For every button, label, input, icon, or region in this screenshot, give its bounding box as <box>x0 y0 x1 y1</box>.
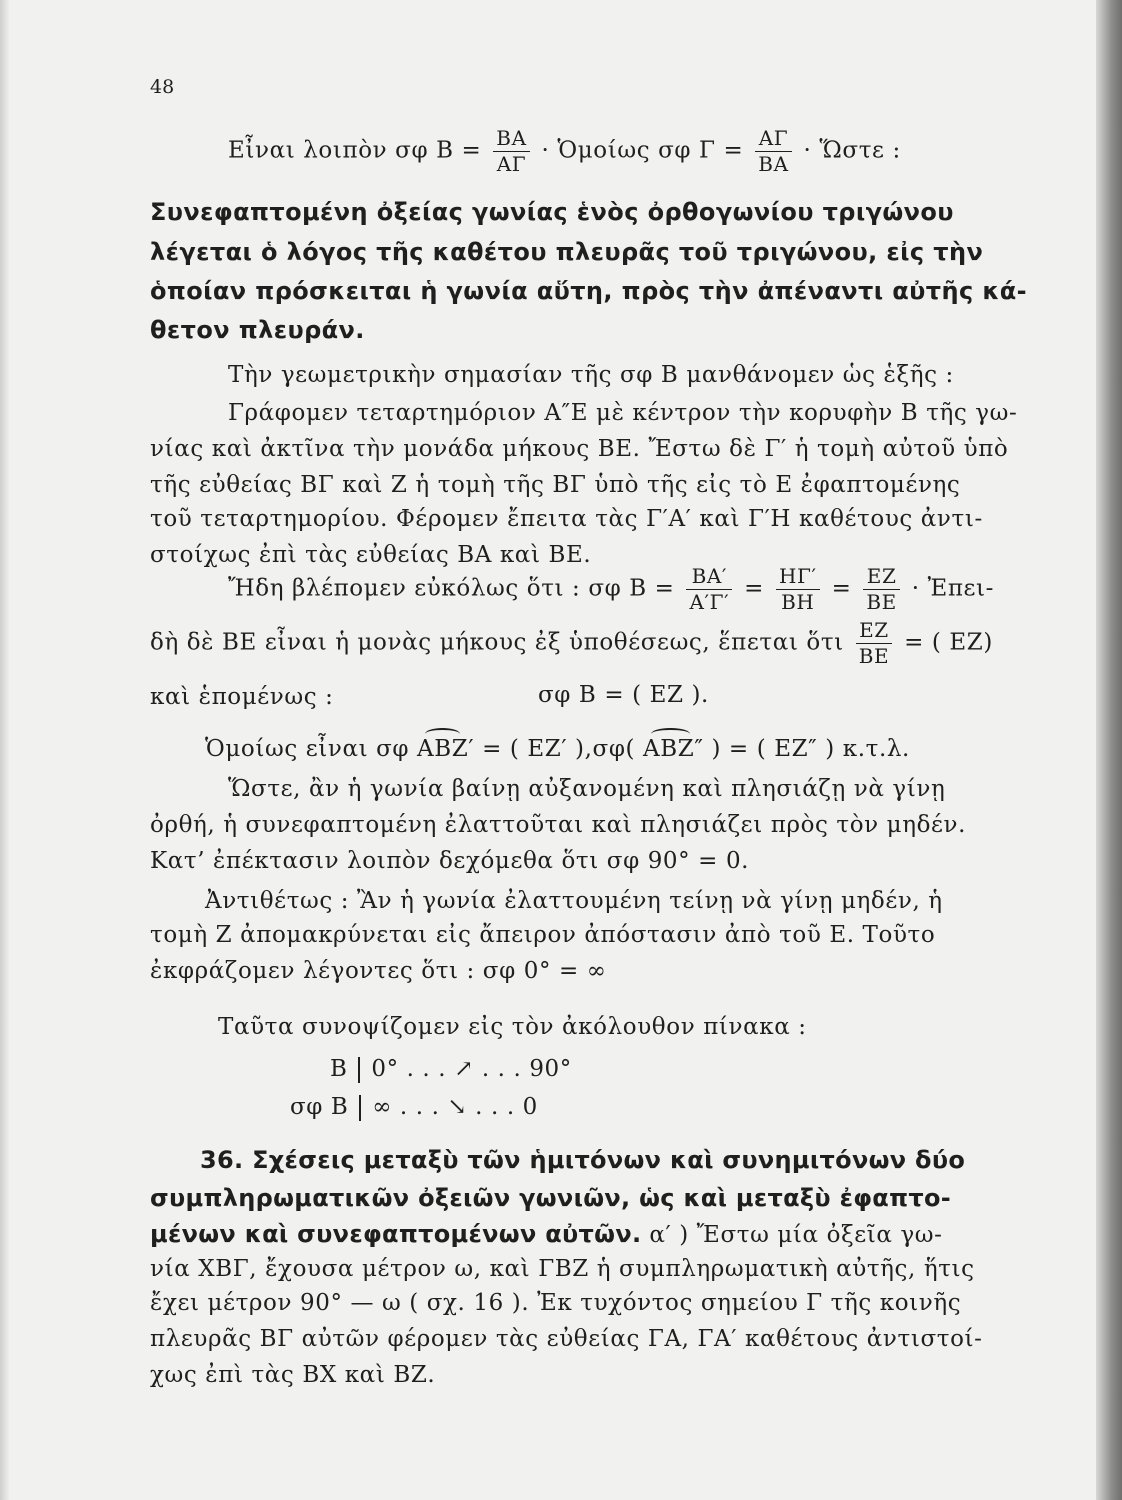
fraction-numerator: ΕΖ <box>863 566 900 590</box>
formula-line-unit <box>150 620 993 667</box>
angle-abz-double-prime: ΑΒΖ″ <box>643 736 704 762</box>
table-label: σφ Β <box>290 1094 349 1120</box>
paragraph-line: ὀρθή, ἡ συνεφαπτομένη ἐλαττοῦται καὶ πλησιάζει πρὸς τὸν μηδέν. <box>150 812 967 838</box>
table-values: ∞ . . . ↘ . . . 0 <box>372 1094 538 1120</box>
paragraph-line: Ταῦτα συνοψίζομεν εἰς τὸν ἀκόλουθον πίνακα : <box>218 1014 807 1040</box>
definition-line-3: ὁποίαν πρόσκειται ἡ γωνία αὕτη, πρὸς τὴν ἀπέναντι αὐτῆς κά- <box>150 277 1028 305</box>
fraction-denominator: Α′Γ′ <box>689 590 730 614</box>
paragraph-line: τομὴ Ζ ἀπομακρύνεται εἰς ἄπειρον ἀπόστασιν ἀπὸ τοῦ Ε. Τοῦτο <box>150 922 936 948</box>
fraction-denominator: ΒΕ <box>866 590 897 614</box>
paragraph-line: Κατ’ ἐπέκτασιν λοιπὸν δεχόμεθα ὅτι σφ 90° = 0. <box>150 848 750 874</box>
fraction-denominator: ΑΓ <box>496 152 527 176</box>
text-segment: = ( ΕΖ′ ),σφ( <box>482 736 636 762</box>
fraction-numerator: ΗΓ′ <box>776 566 820 590</box>
paragraph-line: Τὴν γεωμετρικὴν σημασίαν τῆς σφ Β μανθάνομεν ὡς ἑξῆς : <box>228 362 954 388</box>
text-segment: Ὁμοίως εἶναι σφ <box>205 736 410 762</box>
table-label: Β <box>330 1056 348 1082</box>
section-heading-line-2: συμπληρωματικῶν ὀξειῶν γωνιῶν, ὡς καὶ μεταξὺ ἐφαπτο- <box>150 1184 952 1212</box>
fraction-denominator: ΒΕ <box>858 644 890 668</box>
formula-line-cot <box>228 128 901 175</box>
text-segment: ) = ( ΕΖ″ ) κ.τ.λ. <box>711 736 910 762</box>
fraction-denominator: ΒΑ <box>758 152 789 176</box>
text-line-consequently: καὶ ἑπομένως : <box>150 684 334 710</box>
fraction-ez-be-2 <box>856 620 893 667</box>
equals-sign: = <box>744 575 765 602</box>
summary-table-row-cot <box>290 1094 538 1121</box>
formula-cot-b-ez: σφ Β = ( ΕΖ ). <box>538 682 709 708</box>
section-heading-line-1 <box>200 1146 965 1174</box>
angle-abz-prime: ΑΒΖ′ <box>417 736 475 762</box>
definition-line-1: Συνεφαπτομένη ὀξείας γωνίας ἑνὸς ὀρθογωνίου τριγώνου <box>150 198 954 226</box>
fraction-ez-be <box>863 566 900 613</box>
section-heading-line-3 <box>150 1220 943 1248</box>
fraction-numerator: ΕΖ <box>856 620 893 644</box>
paragraph-line: Ὥστε, ἂν ἡ γωνία βαίνῃ αὐξανομένη καὶ πλησιάζῃ νὰ γίνῃ <box>228 776 946 802</box>
fraction-denominator: ΒΗ <box>781 590 815 614</box>
fraction-numerator: ΑΓ <box>755 128 791 152</box>
text-segment: · Ὁμοίως σφ Γ = <box>541 137 744 164</box>
section-title-end: μένων καὶ συνεφαπτομένων αὐτῶν. <box>150 1220 642 1248</box>
paragraph-line: ἐκφράζομεν λέγοντες ὅτι : σφ 0° = ∞ <box>150 958 607 984</box>
paragraph-line: Ἀντιθέτως : Ἂν ἡ γωνία ἐλαττουμένη τείνῃ νὰ γίνῃ μηδέν, ἡ <box>205 888 943 914</box>
table-divider <box>359 1095 361 1121</box>
paragraph-line: νία ΧΒΓ, ἔχουσα μέτρον ω, καὶ ΓΒΖ ἡ συμπληρωματικὴ αὐτῆς, ἥτις <box>150 1256 975 1282</box>
fraction-numerator: ΒΑ′ <box>686 566 732 590</box>
text-segment: δὴ δὲ ΒΕ εἶναι ἡ μονὰς μήκους ἐξ ὑποθέσεως, ἕπεται ὅτι <box>150 629 844 656</box>
text-segment: · Ὥστε : <box>803 137 901 164</box>
fraction-ba-prime <box>686 566 732 613</box>
paragraph-line: νίας καὶ ἀκτῖνα τὴν μονάδα μήκους ΒΕ. Ἔστω δὲ Γ′ ἡ τομὴ αὐτοῦ ὑπὸ <box>150 436 1009 462</box>
section-title: Σχέσεις μεταξὺ τῶν ἡμιτόνων καὶ συνημιτόνων δύο <box>252 1146 966 1174</box>
fraction-numerator: ΒΑ <box>493 128 529 152</box>
text-segment: α′ ) Ἔστω μία ὀξεῖα γω- <box>649 1222 943 1248</box>
paragraph-line: ἔχει μέτρον 90° — ω ( σχ. 16 ). Ἐκ τυχόντος σημείου Γ τῆς κοινῆς <box>150 1290 962 1316</box>
paragraph-line: τοῦ τεταρτημορίου. Φέρομεν ἔπειτα τὰς Γ′Α′ καὶ Γ′Η καθέτους ἀντι- <box>150 506 983 532</box>
table-values: 0° . . . ↗ . . . 90° <box>371 1056 572 1082</box>
definition-line-2: λέγεται ὁ λόγος τῆς καθέτου πλευρᾶς τοῦ τριγώνου, εἰς τὴν <box>150 238 984 266</box>
fraction-ba-ag <box>493 128 529 175</box>
page-left-shadow <box>0 0 10 1500</box>
equals-sign: = <box>831 575 852 602</box>
table-divider <box>358 1057 360 1083</box>
page-binding-edge <box>1096 0 1122 1500</box>
text-segment: Εἶναι λοιπὸν σφ Β = <box>228 137 482 164</box>
text-segment: Ἤδη βλέπομεν εὐκόλως ὅτι : σφ Β = <box>228 575 675 602</box>
paragraph-line: χως ἐπὶ τὰς ΒΧ καὶ ΒΖ. <box>150 1362 436 1388</box>
text-segment: · Ἐπει- <box>911 575 995 602</box>
paragraph-line: Γράφομεν τεταρτημόριον Α″Ε μὲ κέντρον τὴν κορυφὴν Β τῆς γω- <box>228 400 1018 426</box>
paragraph-line: πλευρᾶς ΒΓ αὐτῶν φέρομεν τὰς εὐθείας ΓΑ, ΓΑ′ καθέτους ἀντιστοί- <box>150 1326 983 1352</box>
text-segment: = ( ΕΖ) <box>904 629 993 656</box>
paragraph-line: τῆς εὐθείας ΒΓ καὶ Ζ ἡ τομὴ τῆς ΒΓ ὑπὸ τῆς εἰς τὸ Ε ἐφαπτομένης <box>150 472 961 498</box>
fraction-ag-ba <box>755 128 791 175</box>
paragraph-line: στοίχως ἐπὶ τὰς εὐθείας ΒΑ καὶ ΒΕ. <box>150 542 592 568</box>
fraction-hg-bh <box>776 566 820 613</box>
definition-line-4: θετον πλευράν. <box>150 316 365 344</box>
page-number: 48 <box>150 76 175 98</box>
formula-line-ratios <box>228 566 994 613</box>
formula-line-angles <box>205 736 910 762</box>
summary-table-row-angle <box>330 1056 572 1083</box>
section-number: 36. <box>200 1146 244 1174</box>
